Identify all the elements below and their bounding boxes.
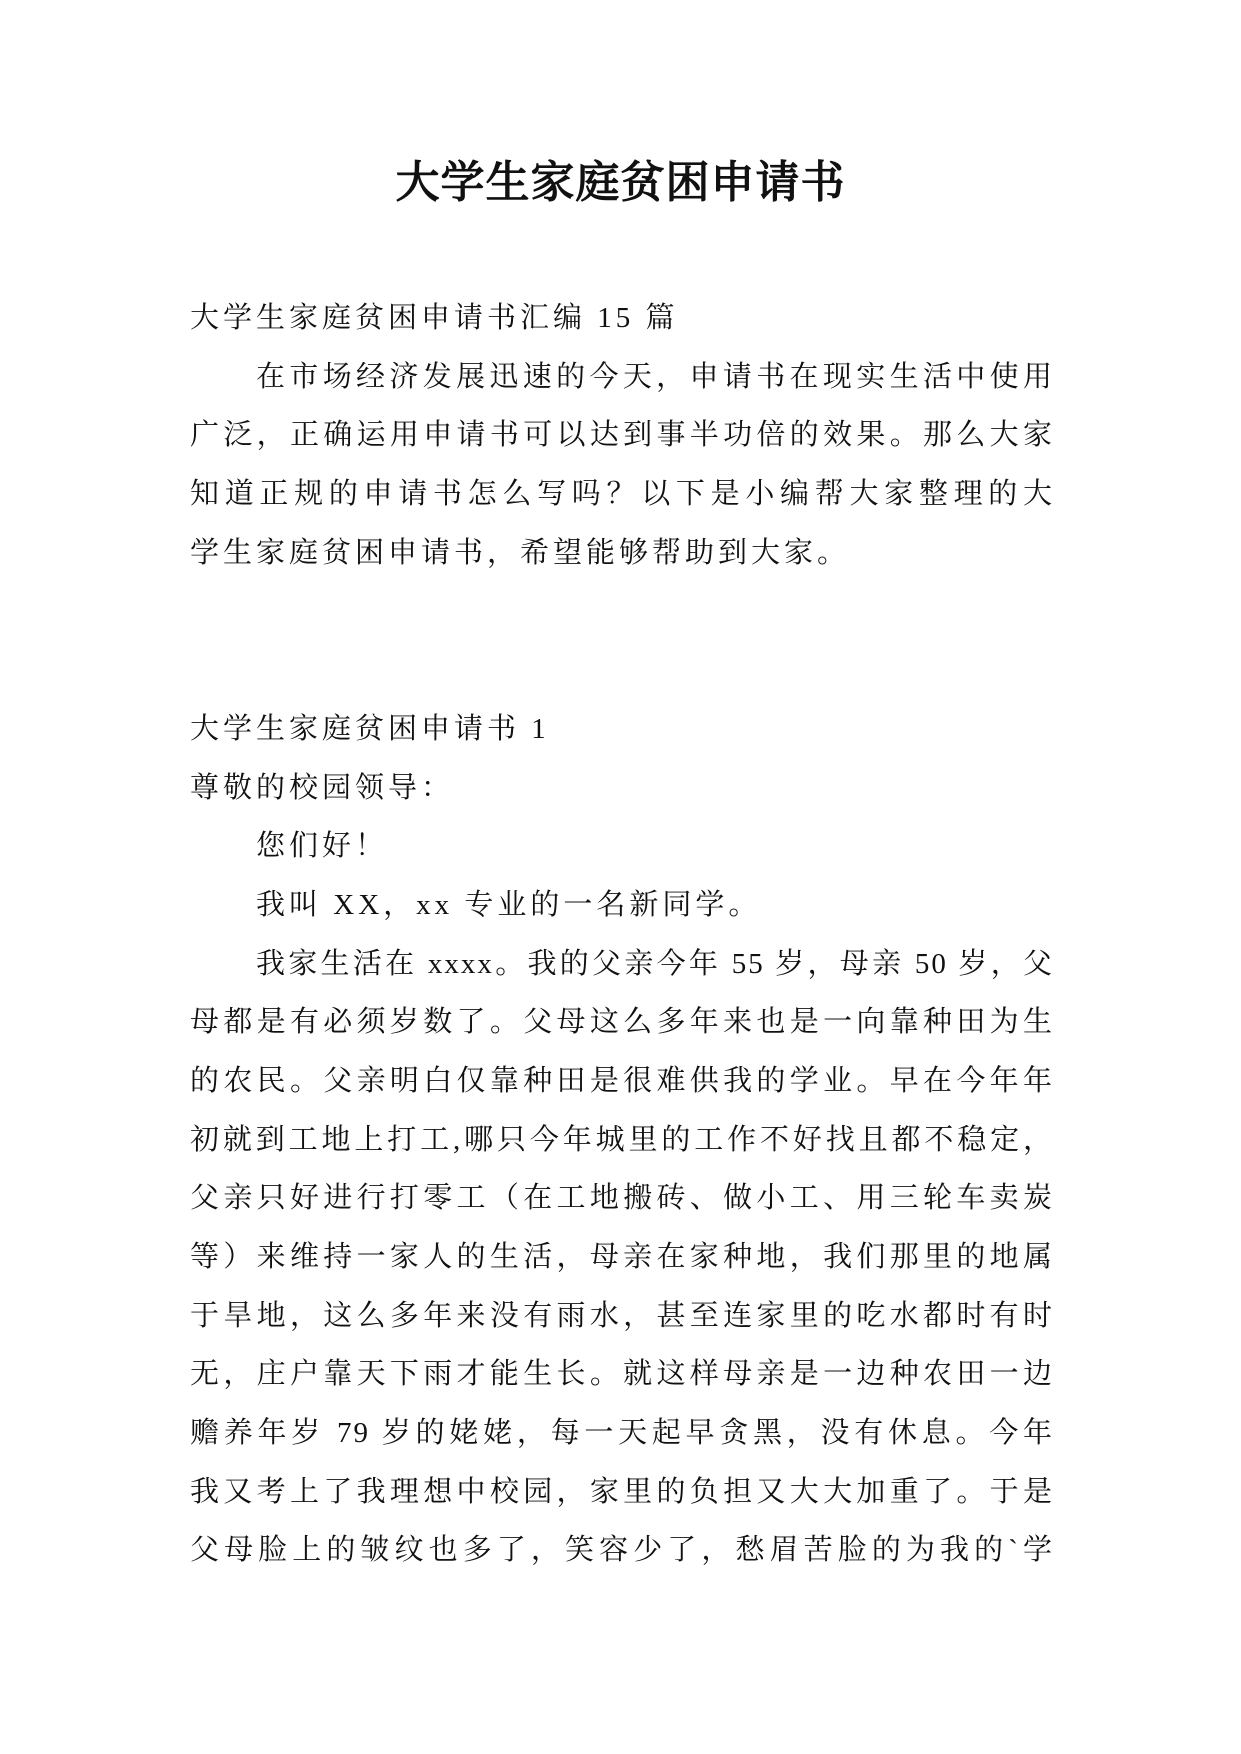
letter-body-paragraph (190, 935, 1054, 1581)
body-line: 初就到工地上打工,哪只今年城里的工作不好找且都不稳定， (190, 1123, 1054, 1156)
body-line: 母都是有必须岁数了。父母这么多年来也是一向靠种田为生 (190, 1006, 1054, 1039)
intro-paragraph (190, 348, 1054, 583)
letter-heading: 大学生家庭贫困申请书 1 (190, 712, 550, 745)
intro-line: 在市场经济发展迅速的今天，申请书在现实生活中使用 (256, 360, 1054, 393)
self-introduction: 我叫 XX，xx 专业的一名新同学。 (256, 888, 762, 921)
intro-line: 广泛，正确运用申请书可以达到事半功倍的效果。那么大家 (190, 419, 1054, 452)
collection-heading: 大学生家庭贫困申请书汇编 15 篇 (190, 302, 679, 334)
intro-line: 学生家庭贫困申请书，希望能够帮助到大家。 (190, 536, 851, 569)
body-line: 的农民。父亲明白仅靠种田是很难供我的学业。早在今年年 (190, 1064, 1054, 1097)
body-line: 赡养年岁 79 岁的姥姥，每一天起早贪黑，没有休息。今年 (190, 1417, 1054, 1450)
body-line: 我又考上了我理想中校园，家里的负担又大大加重了。于是 (190, 1475, 1054, 1508)
salutation: 尊敬的校园领导： (190, 771, 455, 804)
intro-line: 知道正规的申请书怎么写吗？以下是小编帮大家整理的大 (190, 478, 1054, 511)
document-title: 大学生家庭贫困申请书 (395, 158, 846, 207)
body-line: 于旱地，这么多年来没有雨水，甚至连家里的吃水都时有时 (190, 1299, 1054, 1332)
greeting: 您们好！ (256, 830, 389, 863)
section-spacer (190, 582, 1054, 699)
body-line: 我家生活在 xxxx。我的父亲今年 55 岁，母亲 50 岁，父 (256, 947, 1054, 980)
body-line: 父母脸上的皱纹也多了，笑容少了，愁眉苦脸的为我的`学 (190, 1534, 1054, 1567)
document-body (190, 289, 1054, 1580)
body-line: 父亲只好进行打零工（在工地搬砖、做小工、用三轮车卖炭 (190, 1182, 1054, 1215)
body-line: 无，庄户靠天下雨才能生长。就这样母亲是一边种农田一边 (190, 1358, 1054, 1391)
body-line: 等）来维持一家人的生活，母亲在家种地，我们那里的地属 (190, 1241, 1054, 1274)
